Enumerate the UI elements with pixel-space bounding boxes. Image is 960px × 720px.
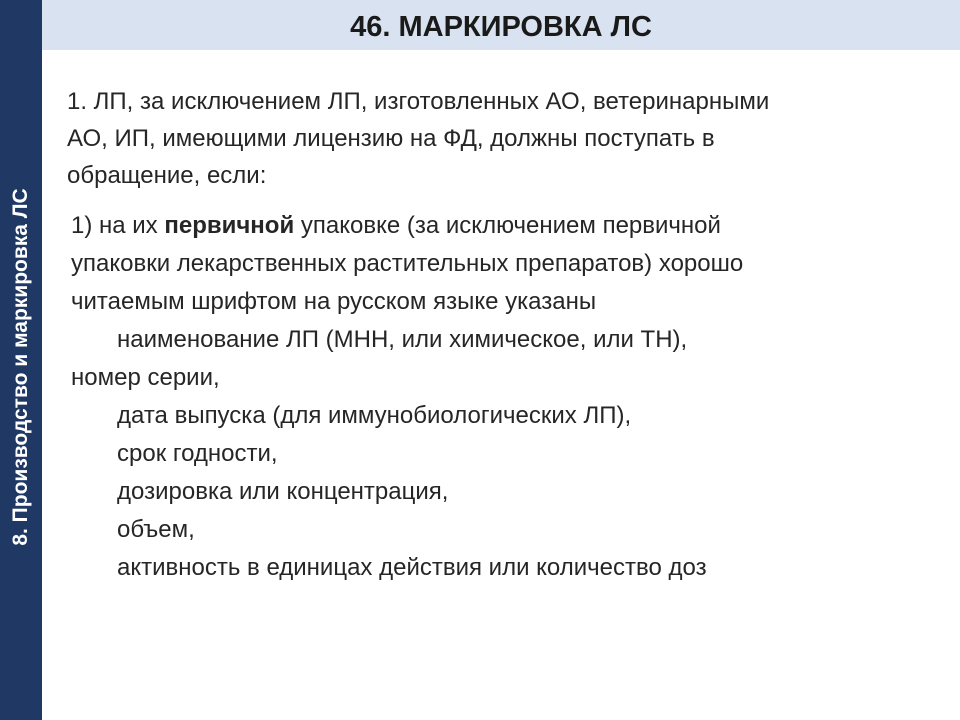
list-item: номер серии, [71,364,220,391]
list-item: объем, [117,516,195,543]
item-line: читаемым шрифтом на русском языке указаны [71,288,597,315]
slide-title: 46. МАРКИРОВКА ЛС [350,11,652,43]
item-text: упаковке (за исключением первичной [294,212,721,239]
list-item: дата выпуска (для иммунобиологических ЛП), [117,402,632,429]
paragraph-line: 1. ЛП, за исключением ЛП, изготовленных АО, ветеринарными [67,88,770,115]
paragraph-line: обращение, если: [67,162,267,189]
item-line [71,211,721,241]
item-line: упаковки лекарственных растительных препаратов) хорошо [71,250,744,277]
list-item: дозировка или концентрация, [117,478,449,505]
slide-header [42,0,960,50]
list-item: активность в единицах действия или количество доз [117,554,707,581]
item-text: 1) на их [71,212,165,239]
side-bar [0,0,42,720]
list-item: наименование ЛП (МНН, или химическое, или ТН), [117,326,688,353]
paragraph-line: АО, ИП, имеющими лицензию на ФД, должны поступать в [67,125,715,152]
item-bold-word: первичной [164,212,295,239]
side-title: 8. Производство и маркировка ЛС [9,188,32,546]
list-item: срок годности, [117,440,278,467]
